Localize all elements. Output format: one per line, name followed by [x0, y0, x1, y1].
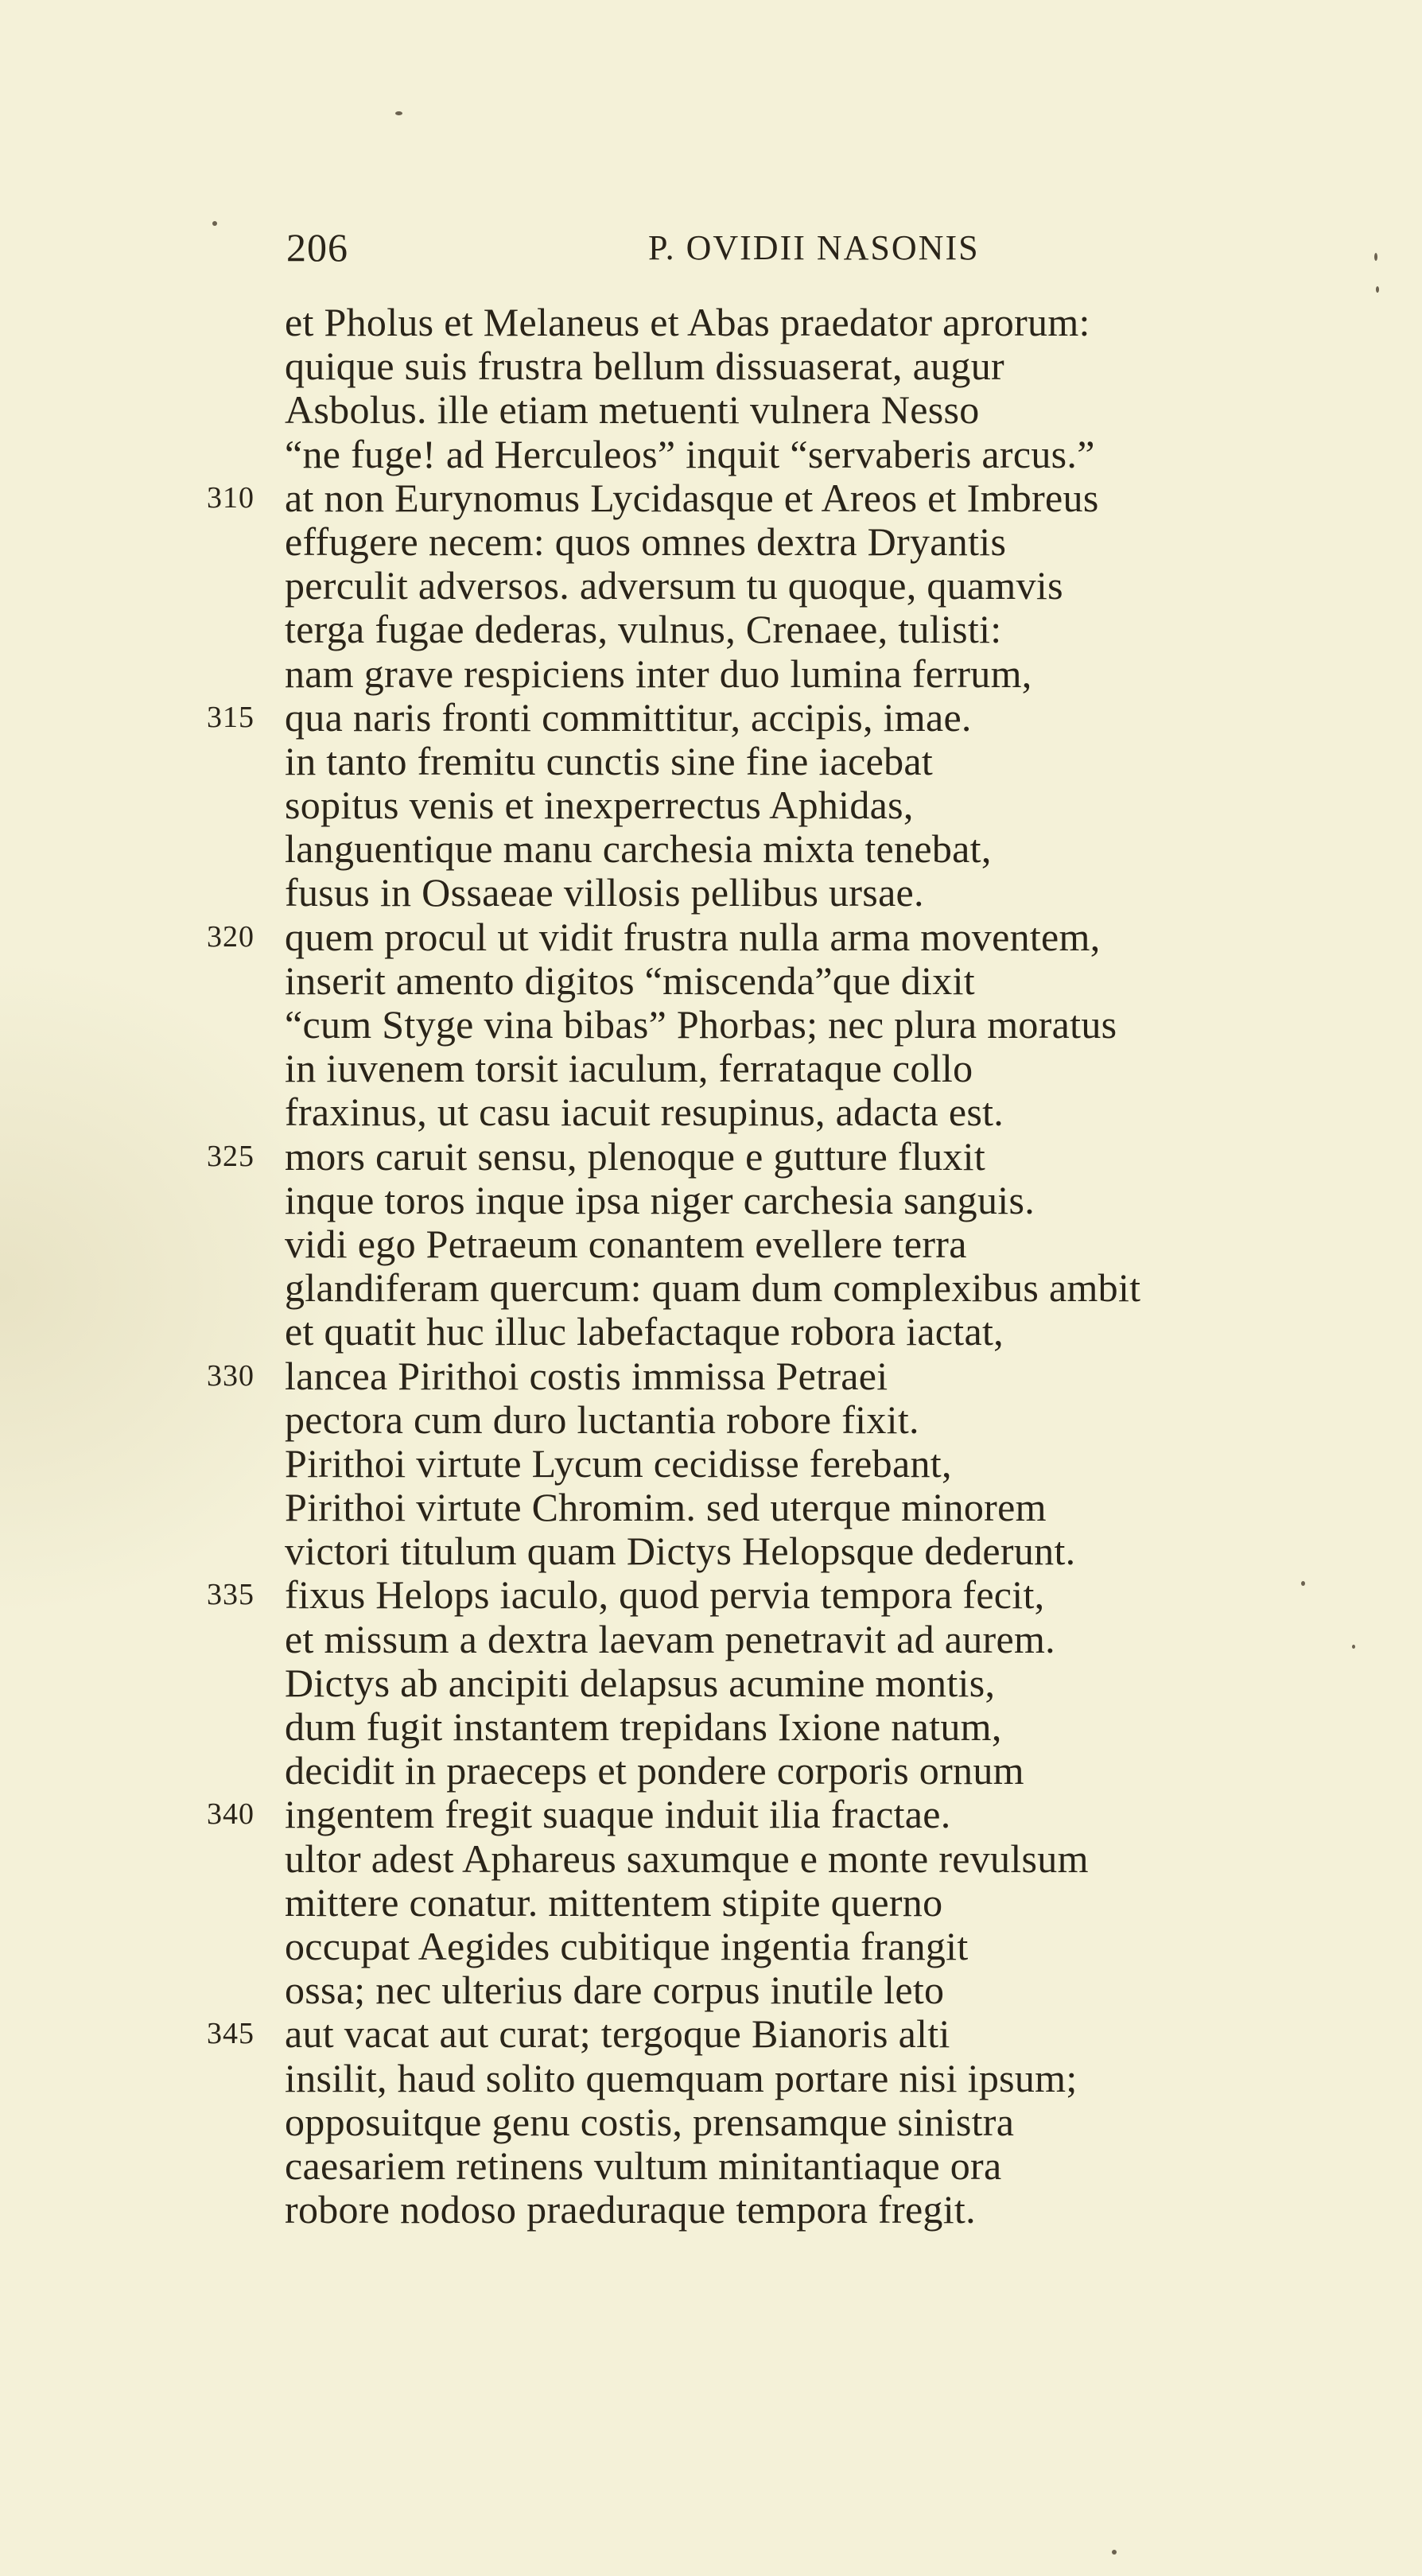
verse-line: [207, 344, 1336, 388]
verse-line: [207, 1442, 1336, 1486]
verse-line: [207, 2057, 1336, 2100]
verse-line: [207, 301, 1336, 344]
verse-text: mors caruit sensu, plenoque e gutture fluxit: [285, 1133, 986, 1179]
verse-text: sopitus venis et inexperrectus Aphidas,: [285, 783, 914, 828]
page-header: [286, 224, 1026, 272]
line-number: 320: [207, 919, 254, 954]
scan-speck: [212, 221, 217, 226]
verse-line: [207, 1529, 1336, 1573]
verse-text: occupat Aegides cubitique ingentia frangit: [285, 1923, 969, 1968]
verse-text: caesariem retinens vultum minitantiaque ora: [285, 2143, 1002, 2188]
verse-line: [207, 2144, 1336, 2188]
verse-text: pectora cum duro luctantia robore fixit.: [285, 1397, 919, 1442]
verse-text: lancea Pirithoi costis immissa Petraei: [285, 1353, 888, 1398]
verse-text: et quatit huc illuc labefactaque robora iactat,: [285, 1309, 1004, 1354]
verse-line: [207, 1222, 1336, 1266]
scan-speck: [1301, 1581, 1305, 1586]
verse-line: [207, 1881, 1336, 1925]
verse-text: opposuitque genu costis, prensamque sinistra: [285, 2099, 1015, 2144]
verse-text: robore nodoso praeduraque tempora fregit.: [285, 2187, 976, 2232]
verse-line: [207, 1047, 1336, 1090]
verse-text: “ne fuge! ad Herculeos” inquit “servaberis arcus.”: [285, 431, 1095, 476]
verse-line: [207, 740, 1336, 783]
verse-text: insilit, haud solito quemquam portare nisi ipsum;: [285, 2055, 1078, 2100]
verse-line: [207, 1793, 1336, 1836]
verse-line: [207, 1090, 1336, 1134]
verse-text: perculit adversos. adversum tu quoque, quamvis: [285, 563, 1063, 608]
verse-line: [207, 1354, 1336, 1398]
verse-line: [207, 1398, 1336, 1442]
verse-line: [207, 915, 1336, 959]
verse-line: [207, 608, 1336, 651]
verse-text: decidit in praeceps et pondere corporis ornum: [285, 1748, 1024, 1793]
scan-speck: [395, 111, 402, 115]
verse-text: effugere necem: quos omnes dextra Dryantis: [285, 519, 1007, 564]
verse-text: et Pholus et Melaneus et Abas praedator aprorum:: [285, 300, 1090, 344]
verse-text: Dictys ab ancipiti delapsus acumine montis,: [285, 1660, 996, 1705]
verse-text: “cum Styge vina bibas” Phorbas; nec plura moratus: [285, 1002, 1117, 1047]
verse-line: [207, 1925, 1336, 1968]
line-number: 340: [207, 1797, 254, 1832]
verse-line: [207, 1749, 1336, 1793]
scan-speck: [1374, 253, 1377, 261]
line-number: 325: [207, 1139, 254, 1173]
verse-line: [207, 827, 1336, 871]
verse-line: [207, 520, 1336, 564]
verse-line: [207, 1310, 1336, 1354]
verse-text: ossa; nec ulterius dare corpus inutile leto: [285, 1968, 945, 2013]
verse-line: [207, 696, 1336, 740]
line-number: 315: [207, 700, 254, 734]
scan-speck: [1376, 286, 1379, 293]
scan-speck: [1352, 1645, 1355, 1649]
verse-line: [207, 959, 1336, 1003]
verse-text: glandiferam quercum: quam dum complexibus ambit: [285, 1265, 1141, 1311]
verse-text: vidi ego Petraeum conantem evellere terra: [285, 1221, 967, 1266]
verse-text: fraxinus, ut casu iacuit resupinus, adacta est.: [285, 1090, 1004, 1135]
verse-text: nam grave respiciens inter duo lumina ferrum,: [285, 651, 1032, 696]
verse-text: mittere conatur. mittentem stipite querno: [285, 1879, 943, 1925]
verse-text: Pirithoi virtute Lycum cecidisse ferebant,: [285, 1440, 952, 1486]
verse-text: inserit amento digitos “miscenda”que dixit: [285, 958, 975, 1003]
verse-line: [207, 2012, 1336, 2056]
verse-line: [207, 783, 1336, 827]
line-number: 330: [207, 1358, 254, 1393]
verse-text: qua naris fronti committitur, accipis, imae.: [285, 694, 972, 740]
verse-text: victori titulum quam Dictys Helopsque dederunt.: [285, 1529, 1076, 1574]
verse-line: [207, 1618, 1336, 1661]
verse-line: [207, 1573, 1336, 1617]
verse-text: ultor adest Aphareus saxumque e monte revulsum: [285, 1836, 1089, 1881]
verse-text: dum fugit instantem trepidans Ixione natum,: [285, 1704, 1002, 1749]
verse-line: [207, 652, 1336, 696]
verse-text: Asbolus. ille etiam metuenti vulnera Nesso: [285, 387, 980, 433]
line-number: 335: [207, 1578, 254, 1612]
verse-line: [207, 564, 1336, 608]
verse-line: [207, 2188, 1336, 2232]
verse-text: Pirithoi virtute Chromim. sed uterque minorem: [285, 1485, 1047, 1530]
line-number: 345: [207, 2017, 254, 2051]
verse-line: [207, 476, 1336, 520]
verse-line: [207, 1705, 1336, 1749]
verse-line: [207, 1486, 1336, 1529]
verse-text: in iuvenem torsit iaculum, ferrataque collo: [285, 1046, 973, 1091]
page-number: 206: [286, 225, 348, 270]
verse-text: fixus Helops iaculo, quod pervia tempora fecit,: [285, 1572, 1045, 1618]
verse-line: [207, 871, 1336, 915]
running-title: P. OVIDII NASONIS: [648, 228, 980, 267]
line-number: 310: [207, 480, 254, 515]
verse-line: [207, 388, 1336, 432]
verse-text: inque toros inque ipsa niger carchesia sanguis.: [285, 1177, 1035, 1222]
verse-text: in tanto fremitu cunctis sine fine iacebat: [285, 738, 934, 783]
verse-line: [207, 1266, 1336, 1310]
verse-line: [207, 1003, 1336, 1047]
verse-line: [207, 1837, 1336, 1881]
verse-text: ingentem fregit suaque induit ilia fractae.: [285, 1792, 951, 1837]
verse-line: [207, 433, 1336, 476]
verse-text: terga fugae dederas, vulnus, Crenaee, tulisti:: [285, 607, 1002, 652]
verse-line: [207, 1968, 1336, 2012]
verse-text: fusus in Ossaeae villosis pellibus ursae.: [285, 870, 924, 915]
verse-text: et missum a dextra laevam penetravit ad aurem.: [285, 1616, 1055, 1661]
verse-text: languentique manu carchesia mixta tenebat,: [285, 826, 992, 872]
scan-speck: [1112, 2550, 1117, 2555]
verse-line: [207, 1135, 1336, 1179]
verse-line: [207, 1661, 1336, 1705]
verse-text: at non Eurynomus Lycidasque et Areos et Imbreus: [285, 475, 1099, 520]
verse-line: [207, 2100, 1336, 2144]
verse-block: [207, 301, 1336, 2232]
verse-text: quique suis frustra bellum dissuaserat, augur: [285, 344, 1004, 389]
verse-line: [207, 1179, 1336, 1222]
verse-text: quem procul ut vidit frustra nulla arma moventem,: [285, 914, 1101, 959]
verse-text: aut vacat aut curat; tergoque Bianoris alti: [285, 2011, 950, 2057]
